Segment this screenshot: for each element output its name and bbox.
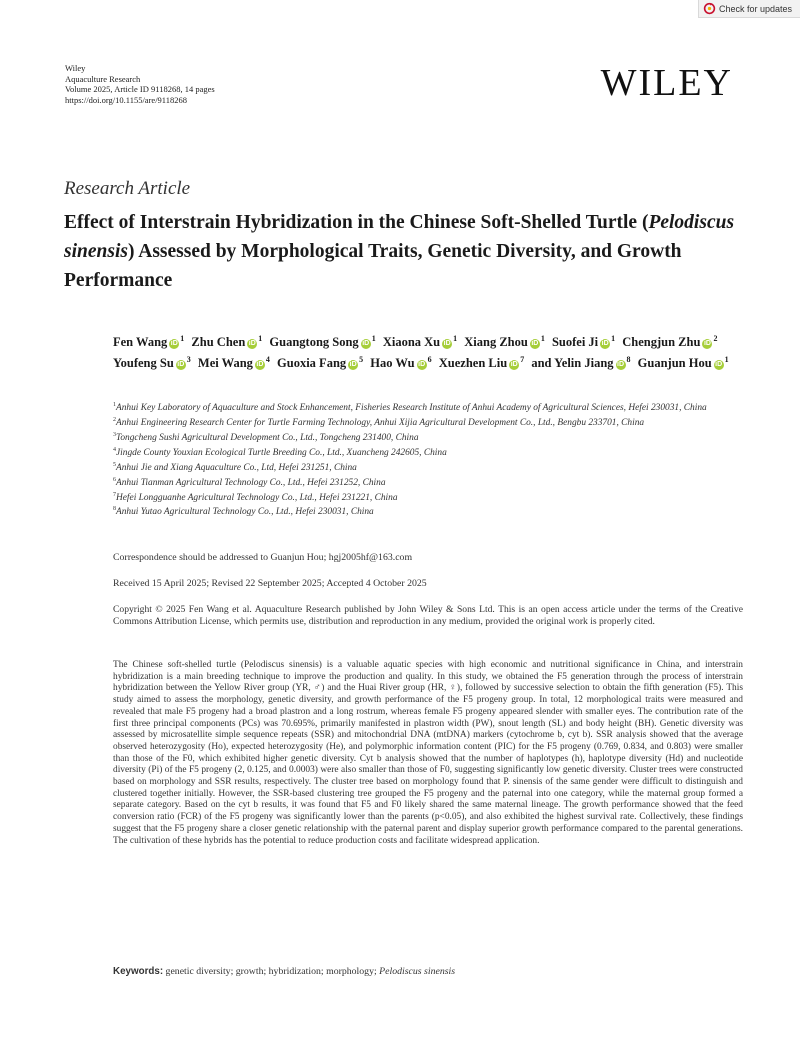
author-affiliation-number: 5 <box>359 355 364 365</box>
author-name: Hao Wu <box>370 356 415 371</box>
author <box>198 356 270 370</box>
orcid-icon[interactable]: iD <box>443 340 451 348</box>
refresh-icon <box>703 2 716 15</box>
affiliation-text: Anhui Yutao Agricultural Technology Co., Ltd., Hefei 230031, China <box>116 507 374 518</box>
affiliation <box>113 415 743 430</box>
publisher-name: Wiley <box>65 63 86 73</box>
author <box>554 356 630 370</box>
author-name: Chengjun Zhu <box>622 335 701 350</box>
author-affiliation-number: 7 <box>520 355 525 365</box>
author-name: Zhu Chen <box>191 335 246 350</box>
title-part-2: ) Assessed by Morphological Traits, Genetic Diversity, and Growth Performance <box>64 241 682 291</box>
affiliation <box>113 460 743 475</box>
title-species: Pelodiscus sinensis <box>64 212 735 262</box>
affiliation-text: Anhui Tianman Agricultural Technology Co., Ltd., Hefei 231252, China <box>116 477 386 488</box>
orcid-icon[interactable]: iD <box>510 361 518 369</box>
affiliation-list <box>113 400 743 519</box>
affiliation-number: 8 <box>113 506 116 513</box>
orcid-icon[interactable]: iD <box>349 361 357 369</box>
orcid-icon[interactable]: iD <box>703 340 711 348</box>
affiliation-text: Anhui Jie and Xiang Aquaculture Co., Ltd, Hefei 231251, China <box>116 462 357 473</box>
affiliation-number: 3 <box>113 431 116 438</box>
affiliation-number: 7 <box>113 491 116 498</box>
author-affiliation-number: 1 <box>540 334 545 343</box>
author <box>113 356 191 370</box>
orcid-icon[interactable]: iD <box>601 340 609 348</box>
volume-line: Volume 2025, Article ID 9118268, 14 pages <box>65 84 215 94</box>
affiliation <box>113 504 743 519</box>
author-name: Xuezhen Liu <box>438 356 508 371</box>
orcid-icon[interactable]: iD <box>418 361 426 369</box>
author-name: Guangtong Song <box>269 335 359 350</box>
affiliation <box>113 400 743 415</box>
author-affiliation-number: 4 <box>265 355 270 365</box>
author <box>269 335 375 349</box>
check-for-updates-badge[interactable] <box>698 0 800 18</box>
author <box>622 335 717 349</box>
affiliation <box>113 475 743 490</box>
author-affiliation-number: 1 <box>371 334 376 343</box>
keywords-label: Keywords: <box>113 966 164 977</box>
author-name: Fen Wang <box>113 335 168 350</box>
affiliation-text: Hefei Longguanhe Agricultural Technology Co., Ltd., Hefei 231221, China <box>116 492 398 503</box>
author-name: Yelin Jiang <box>554 356 614 371</box>
author <box>464 335 545 349</box>
article-type: Research Article <box>64 178 191 199</box>
orcid-icon[interactable]: iD <box>170 340 178 348</box>
submission-dates: Received 15 April 2025; Revised 22 September 2025; Accepted 4 October 2025 <box>113 578 427 589</box>
author <box>191 335 262 349</box>
keywords-list: genetic diversity; growth; hybridization; morphology; <box>165 966 377 977</box>
author <box>638 356 729 370</box>
article-title <box>64 208 744 295</box>
affiliation-number: 4 <box>113 446 116 453</box>
author-affiliation-number: 2 <box>713 334 718 343</box>
orcid-icon[interactable]: iD <box>715 361 723 369</box>
author-affiliation-number: 8 <box>626 355 631 365</box>
affiliation <box>113 490 743 505</box>
affiliation-number: 6 <box>113 476 116 483</box>
affiliation <box>113 430 743 445</box>
orcid-icon[interactable]: iD <box>362 340 370 348</box>
orcid-icon[interactable]: iD <box>617 361 625 369</box>
author-affiliation-number: 6 <box>427 355 432 365</box>
affiliation-number: 2 <box>113 416 116 423</box>
check-for-updates-label: Check for updates <box>719 3 793 14</box>
affiliation <box>113 445 743 460</box>
wiley-logo: WILEY <box>600 62 733 104</box>
affiliation-text: Tongcheng Sushi Agricultural Development Co., Ltd., Tongcheng 231400, China <box>116 432 419 443</box>
keywords-species: Pelodiscus sinensis <box>379 966 456 977</box>
journal-name: Aquaculture Research <box>65 73 141 84</box>
orcid-icon[interactable]: iD <box>248 340 256 348</box>
author-affiliation-number: 1 <box>611 334 616 343</box>
orcid-icon[interactable]: iD <box>531 340 539 348</box>
keywords <box>113 966 743 977</box>
author <box>113 335 184 349</box>
author-name: Guanjun Hou <box>637 356 712 371</box>
author <box>370 356 431 370</box>
author-affiliation-number: 1 <box>724 355 729 365</box>
journal-info <box>65 63 215 105</box>
author-name: Xiang Zhou <box>464 335 528 350</box>
author-name: Guoxia Fang <box>277 356 347 371</box>
affiliation-text: Anhui Engineering Research Center for Turtle Farming Technology, Anhui Xijia Agricultural Development Co., Ltd., Bengbu 233701, China <box>116 418 645 429</box>
author-list <box>113 330 753 372</box>
author <box>552 335 615 349</box>
author-separator: and <box>531 356 552 371</box>
author-name: Mei Wang <box>197 356 253 371</box>
affiliation-number: 5 <box>113 461 116 468</box>
correspondence: Correspondence should be addressed to Guanjun Hou; hgj2005hf@163.com <box>113 552 413 563</box>
author-affiliation-number: 1 <box>180 334 185 343</box>
copyright-notice: Copyright © 2025 Fen Wang et al. Aquaculture Research published by John Wiley & Sons Ltd. This is an open access article under the terms of the Creative Commons Attribution License, which permits use, distribution and reproduction in any medium, provided the original work is properly cited. <box>113 604 743 627</box>
doi-link[interactable]: https://doi.org/10.1155/are/9118268 <box>65 94 187 105</box>
author <box>439 356 524 370</box>
author-name: Youfeng Su <box>113 356 174 371</box>
author <box>383 335 457 349</box>
affiliation-number: 1 <box>113 402 116 408</box>
affiliation-text: Anhui Key Laboratory of Aquaculture and Stock Enhancement, Fisheries Research Institute of Anhui Academy of Agricultural Sciences, Hefei 230031, China <box>116 403 707 414</box>
abstract: The Chinese soft-shelled turtle (Pelodiscus sinensis) is a valuable aquatic species with high economic and nutritional significance in China, and interstrain hybridization is a main breeding technique to improve the production and quality. In this study, we obtained the F5 generation through the process of interstrain hybridization between the Yellow River group (YR, ♂) and the Huai River group (HR, ♀), followed by successive selection to obtain the fifth generation (F5). This study aimed to assess the morphology, genetic diversity, and growth performance of the F5 progeny group. In total, 12 morphological traits were measured and revealed that male F5 progeny had a broad plastron and a long rostrum, whereas female F5 progeny appeared slender with smaller eyes. The contribution rate of the first three principal components (PCs) was 70.695%, primarily manifested in plastron width (PW), snout length (SL) and body height (BH). Genetic diversity was assessed by microsatellite simple sequence repeats (SSR) and mitochondrial DNA (mtDNA) markers (cytochrome b, cyt b). SSR analysis showed that the average observed heterozygosity (Ho), expected heterozygosity (He), and polymorphic information content (PIC) for the F5 progeny (0.769, 0.834, and 0.803) were smaller than those of the F0, which exhibited higher genetic diversity. Cyt b analysis showed that the number of haplotypes (h), haplotype diversity (Hd) and nucleotide diversity (Pi) of the F5 progeny (2, 0.125, and 0.0003) were also smaller than those of F0, suggesting significantly low genetic diversity. Cluster trees were constructed based on morphology and SSR results, respectively. The cluster tree based on morphology found that P. sinensis of the same gender were difficult to distinguish and clustered together initially. However, the SSR-based clustering tree grouped the F5 progeny and the paternal into one category, while the maternal group formed a separate category. Based on the cyt b results, it was found that F5 and F0 likely shared the same maternal lineage. The growth performance showed that the feed conversion ratio (FCR) of the F5 progeny was significantly lower than the parents (p<0.05), and also exhibited the highest survival rate. Collectively, these findings suggest that the F5 progeny share a closer genetic relationship with the paternal parent and display superior growth performance compared to the parental generations. The cultivation of these hybrids has the potential to reduce production costs and facilitate widespread application. <box>113 660 743 846</box>
orcid-icon[interactable]: iD <box>256 361 264 369</box>
author-name: Xiaona Xu <box>382 335 441 350</box>
author-name: Suofei Ji <box>551 335 599 350</box>
author-affiliation-number: 1 <box>453 334 458 343</box>
author-affiliation-number: 3 <box>186 355 191 365</box>
affiliation-text: Jingde County Youxian Ecological Turtle Breeding Co., Ltd., Xuancheng 242605, China <box>116 447 447 458</box>
title-part-1: Effect of Interstrain Hybridization in the Chinese Soft-Shelled Turtle ( <box>64 212 649 233</box>
author-affiliation-number: 1 <box>258 334 263 343</box>
orcid-icon[interactable]: iD <box>177 361 185 369</box>
author <box>277 356 363 370</box>
